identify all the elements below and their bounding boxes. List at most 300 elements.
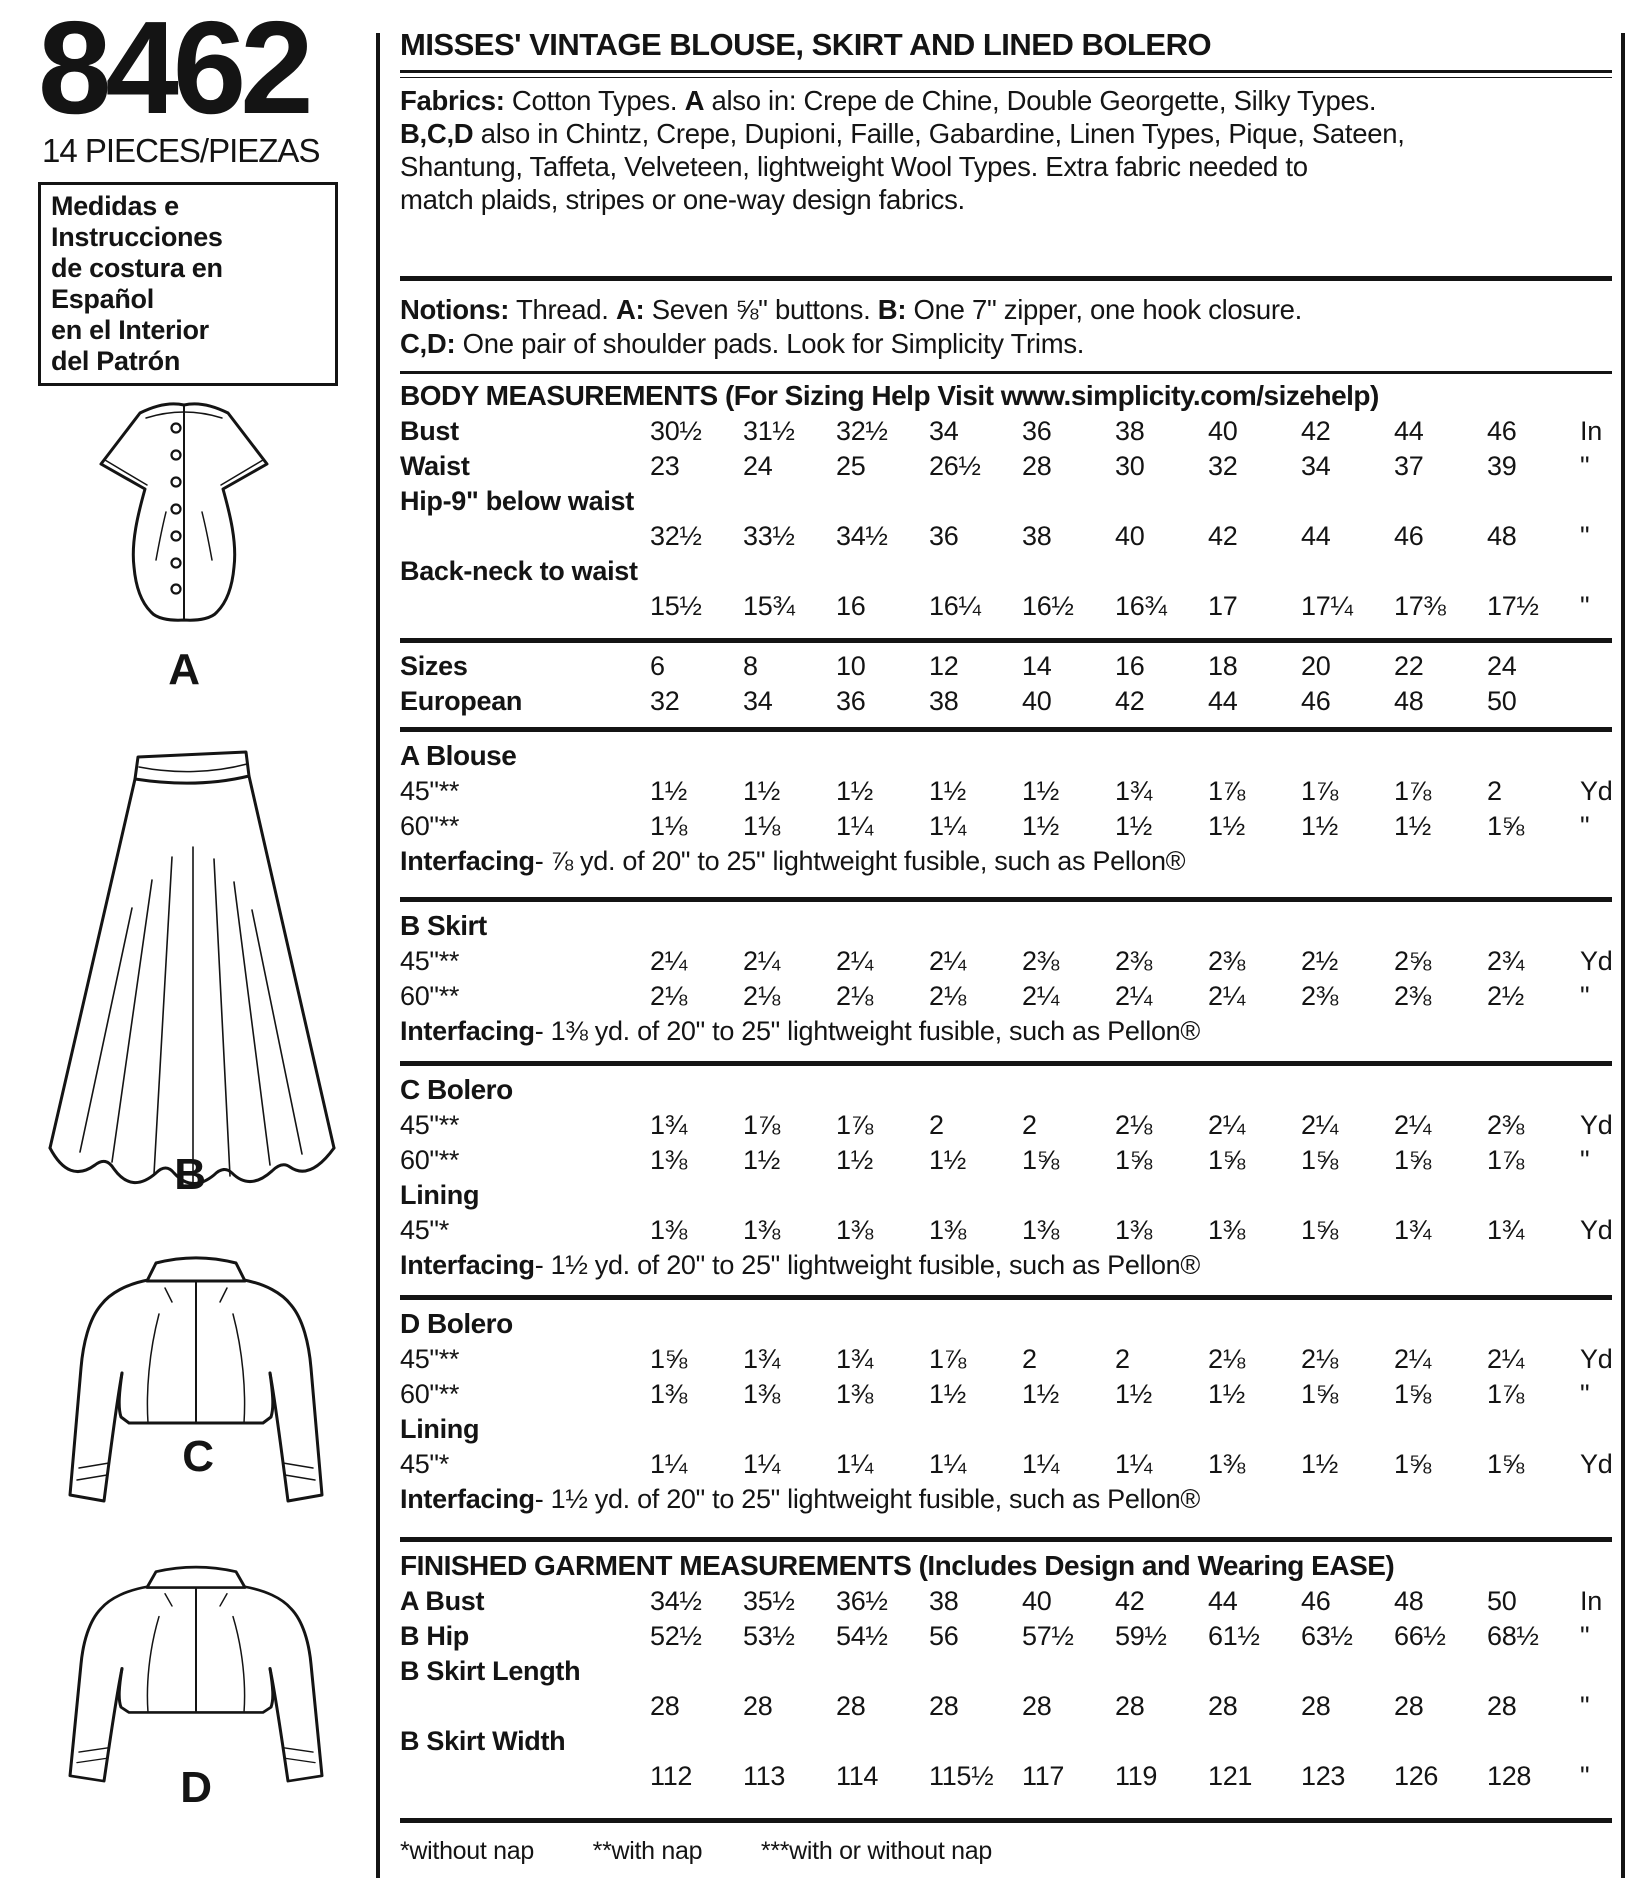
table-cell: 1¾	[650, 1110, 687, 1140]
table-cell: 17⅜	[1394, 591, 1446, 621]
table-cell: 1⅜	[743, 1379, 780, 1409]
table-row	[400, 979, 1612, 1014]
unit-cell: "	[1580, 451, 1590, 481]
page-title: MISSES' VINTAGE BLOUSE, SKIRT AND LINED BOLERO	[400, 27, 1212, 62]
table-cell: 1½	[743, 1145, 780, 1175]
table-cell: 40	[1115, 521, 1145, 551]
table-cell: 2¼	[1022, 981, 1059, 1011]
b-skirt-yardage-table	[400, 902, 1612, 1061]
table-cell: 42	[1115, 1586, 1145, 1616]
table-cell: 1⅝	[1394, 1379, 1431, 1409]
table-cell: 34½	[836, 521, 888, 551]
table-cell: 44	[1208, 1586, 1238, 1616]
table-cell: 1½	[1301, 811, 1338, 841]
text-line: Fabrics: Cotton Types. A also in: Crepe de Chine, Double Georgette, Silky Types.	[400, 85, 1377, 116]
table-cell: 2	[1487, 776, 1502, 806]
left-divider-line	[376, 33, 380, 1878]
pattern-number: 8462	[38, 0, 308, 141]
table-cell: 2¼	[1394, 1110, 1431, 1140]
table-cell: 1⅞	[1208, 776, 1245, 806]
unit-cell: "	[1580, 981, 1590, 1011]
row-label: 45"**	[400, 946, 460, 976]
table-cell: 1⅝	[1487, 811, 1524, 841]
table-cell: 50	[1487, 686, 1517, 716]
table-cell: 32	[650, 686, 680, 716]
section-rule	[400, 276, 1612, 281]
table-cell: 1⅝	[1487, 1449, 1524, 1479]
table-cell: 1⅞	[1394, 776, 1431, 806]
table-row	[400, 1759, 1612, 1794]
unit-cell: Yd	[1580, 776, 1613, 806]
table-cell: 1½	[1115, 811, 1152, 841]
garment-label-c: C	[182, 1432, 214, 1481]
row-label: 60"**	[400, 811, 460, 841]
table-cell: 1¾	[836, 1344, 873, 1374]
table-cell: 15½	[650, 591, 702, 621]
table-cell: 2	[1022, 1110, 1037, 1140]
table-row	[400, 449, 1612, 484]
unit-cell: "	[1580, 1145, 1590, 1175]
table-cell: 1⅜	[1022, 1215, 1059, 1245]
unit-cell: "	[1580, 811, 1590, 841]
table-cell: 1¾	[743, 1344, 780, 1374]
spanish-note-line: de costura en Español	[51, 253, 223, 314]
table-cell: 40	[1208, 416, 1238, 446]
table-row-label: Lining	[400, 1180, 480, 1210]
table-row	[400, 1619, 1612, 1654]
table-row	[400, 589, 1612, 624]
unit-cell: "	[1580, 1621, 1590, 1651]
table-cell: 1½	[1208, 1379, 1245, 1409]
table-note: Interfacing- 1⅜ yd. of 20" to 25" lightweight fusible, such as Pellon®	[400, 1016, 1200, 1046]
table-cell: 16¾	[1115, 591, 1167, 621]
table-cell: 24	[743, 451, 773, 481]
table-cell: 1½	[1301, 1449, 1338, 1479]
table-cell: 30½	[650, 416, 702, 446]
table-cell: 36	[836, 686, 866, 716]
table-cell: 40	[1022, 686, 1052, 716]
table-cell: 1¼	[743, 1449, 780, 1479]
table-cell: 1⅞	[743, 1110, 780, 1140]
table-note: Interfacing- 1½ yd. of 20" to 25" lightweight fusible, such as Pellon®	[400, 1484, 1200, 1514]
table-cell: 12	[929, 651, 959, 681]
table-row	[400, 414, 1612, 449]
table-cell: 24	[1487, 651, 1517, 681]
table-cell: 17½	[1487, 591, 1539, 621]
right-border-line	[1621, 33, 1625, 1878]
table-row	[400, 1377, 1612, 1412]
table-row	[400, 519, 1612, 554]
table-row	[400, 774, 1612, 809]
table-cell: 1⅛	[650, 811, 687, 841]
table-cell: 2⅜	[1487, 1110, 1524, 1140]
row-label	[400, 589, 650, 624]
table-cell: 2¼	[1208, 981, 1245, 1011]
table-cell: 57½	[1022, 1621, 1074, 1651]
table-cell: 36½	[836, 1586, 888, 1616]
table-section-header: C Bolero	[400, 1074, 513, 1105]
row-label: 45"**	[400, 776, 460, 806]
table-cell: 44	[1301, 521, 1331, 551]
table-row	[400, 1447, 1612, 1482]
table-cell: 1½	[836, 1145, 873, 1175]
title-rule	[400, 70, 1612, 78]
table-cell: 1¼	[836, 1449, 873, 1479]
table-cell: 2½	[1301, 946, 1338, 976]
table-cell: 121	[1208, 1761, 1253, 1791]
nap-footnote	[400, 1837, 1612, 1866]
finished-measurements-table	[400, 1542, 1612, 1818]
table-cell: 1⅜	[650, 1145, 687, 1175]
table-cell: 1⅝	[1301, 1145, 1338, 1175]
row-label: 45"*	[400, 1215, 449, 1245]
table-cell: 1½	[1022, 776, 1059, 806]
table-cell: 28	[1208, 1691, 1238, 1721]
table-cell: 2¼	[1487, 1344, 1524, 1374]
table-cell: 28	[1022, 1691, 1052, 1721]
a-blouse-yardage-table	[400, 732, 1612, 897]
table-cell: 38	[1022, 521, 1052, 551]
table-cell: 1¾	[1487, 1215, 1524, 1245]
info-column	[400, 26, 1612, 1866]
bolero-c-back-illustration	[55, 1252, 337, 1534]
table-cell: 1⅜	[650, 1379, 687, 1409]
table-cell: 16¼	[929, 591, 981, 621]
table-cell: 56	[929, 1621, 959, 1651]
table-cell: 1⅞	[1487, 1379, 1524, 1409]
table-row-label: B Skirt Length	[400, 1656, 581, 1686]
table-cell: 10	[836, 651, 866, 681]
table-cell: 2⅛	[929, 981, 966, 1011]
table-cell: 42	[1208, 521, 1238, 551]
table-cell: 2⅛	[650, 981, 687, 1011]
unit-cell: Yd	[1580, 946, 1613, 976]
table-cell: 61½	[1208, 1621, 1260, 1651]
table-cell: 1⅜	[650, 1215, 687, 1245]
row-label	[400, 1759, 650, 1794]
table-cell: 6	[650, 651, 665, 681]
table-cell: 46	[1487, 416, 1517, 446]
table-cell: 2¼	[743, 946, 780, 976]
garment-label-a: A	[168, 645, 200, 694]
unit-cell: Yd	[1580, 1110, 1613, 1140]
unit-cell: Yd	[1580, 1449, 1613, 1479]
table-cell: 123	[1301, 1761, 1346, 1791]
table-cell: 1⅝	[1301, 1379, 1338, 1409]
table-cell: 46	[1301, 686, 1331, 716]
table-cell: 2	[929, 1110, 944, 1140]
table-cell: 2¼	[929, 946, 966, 976]
table-cell: 42	[1301, 416, 1331, 446]
table-cell: 2⅝	[1394, 946, 1431, 976]
table-row	[400, 684, 1612, 719]
table-cell: 1½	[1394, 811, 1431, 841]
table-cell: 15¾	[743, 591, 795, 621]
table-row	[400, 1342, 1612, 1377]
table-cell: 46	[1394, 521, 1424, 551]
table-cell: 8	[743, 651, 758, 681]
table-cell: 40	[1022, 1586, 1052, 1616]
notions-paragraph	[400, 293, 1612, 361]
table-cell: 128	[1487, 1761, 1532, 1791]
table-cell: 2¼	[1115, 981, 1152, 1011]
row-label: 60"**	[400, 1145, 460, 1175]
table-section-header: D Bolero	[400, 1308, 513, 1339]
table-cell: 2⅜	[1208, 946, 1245, 976]
table-cell: 28	[1487, 1691, 1517, 1721]
table-cell: 1½	[836, 776, 873, 806]
table-cell: 32½	[650, 521, 702, 551]
table-cell: 48	[1487, 521, 1517, 551]
row-label: Waist	[400, 451, 470, 481]
table-section-header: FINISHED GARMENT MEASUREMENTS (Includes Design and Wearing EASE)	[400, 1550, 1395, 1581]
table-cell: 25	[836, 451, 866, 481]
table-row	[400, 1213, 1612, 1248]
table-row	[400, 649, 1612, 684]
table-cell: 1½	[929, 1145, 966, 1175]
table-cell: 18	[1208, 651, 1238, 681]
table-cell: 1½	[650, 776, 687, 806]
table-cell: 1⅜	[743, 1215, 780, 1245]
unit-cell: In	[1580, 416, 1602, 446]
table-cell: 1¾	[1394, 1215, 1431, 1245]
row-label: 45"**	[400, 1344, 460, 1374]
table-note: Interfacing- 1½ yd. of 20" to 25" lightweight fusible, such as Pellon®	[400, 1250, 1200, 1280]
row-label	[400, 1689, 650, 1724]
table-cell: 34	[929, 416, 959, 446]
table-cell: 1⅜	[836, 1215, 873, 1245]
table-cell: 1⅝	[650, 1344, 687, 1374]
table-cell: 1½	[743, 776, 780, 806]
text-line: C,D: One pair of shoulder pads. Look for Simplicity Trims.	[400, 328, 1085, 359]
table-cell: 28	[929, 1691, 959, 1721]
table-row	[400, 1143, 1612, 1178]
table-cell: 1⅞	[929, 1344, 966, 1374]
garment-label-d: D	[180, 1763, 212, 1812]
table-cell: 2⅛	[836, 981, 873, 1011]
spanish-note-line: del Patrón	[51, 346, 181, 376]
table-cell: 1¼	[1022, 1449, 1059, 1479]
table-cell: 36	[929, 521, 959, 551]
text-line: Notions: Thread. A: Seven ⅝" buttons. B: One 7" zipper, one hook closure.	[400, 294, 1303, 325]
blouse-back-illustration	[68, 392, 300, 638]
garment-label-b: B	[174, 1150, 206, 1199]
table-section-header: B Skirt	[400, 910, 487, 941]
row-label: 60"**	[400, 981, 460, 1011]
table-row	[400, 944, 1612, 979]
table-cell: 1⅞	[1301, 776, 1338, 806]
table-cell: 2⅜	[1022, 946, 1059, 976]
table-cell: 1½	[929, 1379, 966, 1409]
table-cell: 31½	[743, 416, 795, 446]
unit-cell	[1580, 684, 1612, 719]
table-cell: 1⅛	[743, 811, 780, 841]
table-note: Interfacing- ⅞ yd. of 20" to 25" lightweight fusible, such as Pellon®	[400, 846, 1186, 876]
unit-cell: Yd	[1580, 1215, 1613, 1245]
table-cell: 2⅜	[1301, 981, 1338, 1011]
unit-cell: "	[1580, 591, 1590, 621]
table-cell: 1⅜	[1208, 1215, 1245, 1245]
table-cell: 1⅝	[1301, 1215, 1338, 1245]
table-cell: 44	[1394, 416, 1424, 446]
table-cell: 52½	[650, 1621, 702, 1651]
skirt-back-illustration	[35, 742, 347, 1194]
table-cell: 1¼	[929, 811, 966, 841]
table-row	[400, 1584, 1612, 1619]
table-cell: 23	[650, 451, 680, 481]
table-cell: 1¼	[929, 1449, 966, 1479]
table-cell: 44	[1208, 686, 1238, 716]
row-label: Bust	[400, 416, 459, 446]
table-row	[400, 809, 1612, 844]
table-cell: 16½	[1022, 591, 1074, 621]
spanish-note-line: Medidas e Instrucciones	[51, 191, 223, 252]
table-cell: 28	[1301, 1691, 1331, 1721]
table-cell: 2¼	[1301, 1110, 1338, 1140]
table-cell: 1⅞	[836, 1110, 873, 1140]
table-cell: 1⅞	[1487, 1145, 1524, 1175]
table-cell: 1⅜	[1115, 1215, 1152, 1245]
d-bolero-yardage-table	[400, 1300, 1612, 1537]
table-cell: 36	[1022, 416, 1052, 446]
table-cell: 2¼	[1394, 1344, 1431, 1374]
body-measurements-table	[400, 374, 1612, 638]
table-cell: 46	[1301, 1586, 1331, 1616]
unit-cell: Yd	[1580, 1344, 1613, 1374]
table-cell: 1¼	[650, 1449, 687, 1479]
table-cell: 117	[1022, 1761, 1065, 1791]
table-cell: 28	[836, 1691, 866, 1721]
row-label	[400, 519, 650, 554]
table-cell: 1½	[929, 776, 966, 806]
table-cell: 1½	[1022, 1379, 1059, 1409]
table-cell: 1⅝	[1115, 1145, 1152, 1175]
row-label: B Hip	[400, 1621, 469, 1651]
table-row-label: Hip-9" below waist	[400, 486, 634, 516]
c-bolero-yardage-table	[400, 1066, 1612, 1295]
table-cell: 30	[1115, 451, 1145, 481]
sizes-table	[400, 643, 1612, 727]
table-cell: 28	[1115, 1691, 1145, 1721]
table-cell: 2⅛	[1115, 1110, 1152, 1140]
table-cell: 1¼	[1115, 1449, 1152, 1479]
table-cell: 2⅛	[1208, 1344, 1245, 1374]
table-cell: 115½	[929, 1761, 994, 1791]
table-cell: 113	[743, 1761, 786, 1791]
row-label: A Bust	[400, 1586, 485, 1616]
table-cell: 1⅝	[1022, 1145, 1059, 1175]
unit-cell: "	[1580, 1691, 1590, 1721]
table-cell: 16	[836, 591, 866, 621]
table-cell: 1½	[1208, 811, 1245, 841]
table-cell: 20	[1301, 651, 1331, 681]
table-cell: 2⅜	[1394, 981, 1431, 1011]
row-label: 45"**	[400, 1110, 460, 1140]
table-section-header: A Blouse	[400, 740, 517, 771]
table-cell: 1⅜	[836, 1379, 873, 1409]
table-cell: 2½	[1487, 981, 1524, 1011]
footnote-item: *without nap	[400, 1837, 534, 1865]
unit-cell: "	[1580, 1379, 1590, 1409]
table-cell: 1⅜	[929, 1215, 966, 1245]
table-cell: 38	[929, 686, 959, 716]
table-cell: 2¼	[1208, 1110, 1245, 1140]
table-row-label: B Skirt Width	[400, 1726, 566, 1756]
table-cell: 63½	[1301, 1621, 1353, 1651]
table-cell: 1¾	[1115, 776, 1152, 806]
table-cell: 126	[1394, 1761, 1439, 1791]
table-cell: 38	[1115, 416, 1145, 446]
table-cell: 22	[1394, 651, 1424, 681]
table-cell: 1⅜	[1208, 1449, 1245, 1479]
table-cell: 34	[743, 686, 773, 716]
unit-cell: "	[1580, 521, 1590, 551]
footnote-item: ***with or without nap	[760, 1837, 992, 1865]
table-cell: 42	[1115, 686, 1145, 716]
table-cell: 28	[1394, 1691, 1424, 1721]
text-line: match plaids, stripes or one-way design fabrics.	[400, 184, 965, 215]
table-cell: 1⅝	[1208, 1145, 1245, 1175]
table-cell: 2	[1022, 1344, 1037, 1374]
section-rule	[400, 1818, 1612, 1823]
text-line: B,C,D also in Chintz, Crepe, Dupioni, Faille, Gabardine, Linen Types, Pique, Sateen,	[400, 118, 1405, 149]
table-cell: 35½	[743, 1586, 795, 1616]
table-cell: 17¼	[1301, 591, 1353, 621]
table-cell: 114	[836, 1761, 879, 1791]
table-row-label: Back-neck to waist	[400, 556, 638, 586]
table-cell: 32	[1208, 451, 1238, 481]
table-cell: 16	[1115, 651, 1145, 681]
row-label: Sizes	[400, 651, 468, 681]
table-cell: 68½	[1487, 1621, 1539, 1651]
table-cell: 2¼	[650, 946, 687, 976]
row-label: 45"*	[400, 1449, 449, 1479]
table-row	[400, 1689, 1612, 1724]
table-cell: 17	[1208, 591, 1238, 621]
row-label: European	[400, 686, 523, 716]
table-cell: 2¾	[1487, 946, 1524, 976]
table-cell: 66½	[1394, 1621, 1446, 1651]
table-cell: 34	[1301, 451, 1331, 481]
table-cell: 1⅝	[1394, 1145, 1431, 1175]
table-cell: 33½	[743, 521, 795, 551]
table-cell: 32½	[836, 416, 888, 446]
table-cell: 28	[1022, 451, 1052, 481]
table-cell: 2⅛	[743, 981, 780, 1011]
table-cell: 2	[1115, 1344, 1130, 1374]
table-cell: 1⅝	[1394, 1449, 1431, 1479]
pieces-count: 14 PIECES/PIEZAS	[42, 132, 320, 169]
table-cell: 28	[743, 1691, 773, 1721]
table-cell: 48	[1394, 686, 1424, 716]
table-cell: 14	[1022, 651, 1052, 681]
table-cell: 26½	[929, 451, 981, 481]
table-cell: 2¼	[836, 946, 873, 976]
row-label: 60"**	[400, 1379, 460, 1409]
fabrics-paragraph	[400, 84, 1612, 216]
unit-cell	[1580, 649, 1612, 684]
table-cell: 34½	[650, 1586, 702, 1616]
spanish-note-box	[38, 182, 338, 386]
table-row	[400, 1108, 1612, 1143]
table-cell: 2⅜	[1115, 946, 1152, 976]
table-cell: 1½	[1022, 811, 1059, 841]
table-cell: 59½	[1115, 1621, 1167, 1651]
table-cell: 39	[1487, 451, 1517, 481]
unit-cell: "	[1580, 1761, 1590, 1791]
table-cell: 37	[1394, 451, 1424, 481]
table-cell: 119	[1115, 1761, 1158, 1791]
